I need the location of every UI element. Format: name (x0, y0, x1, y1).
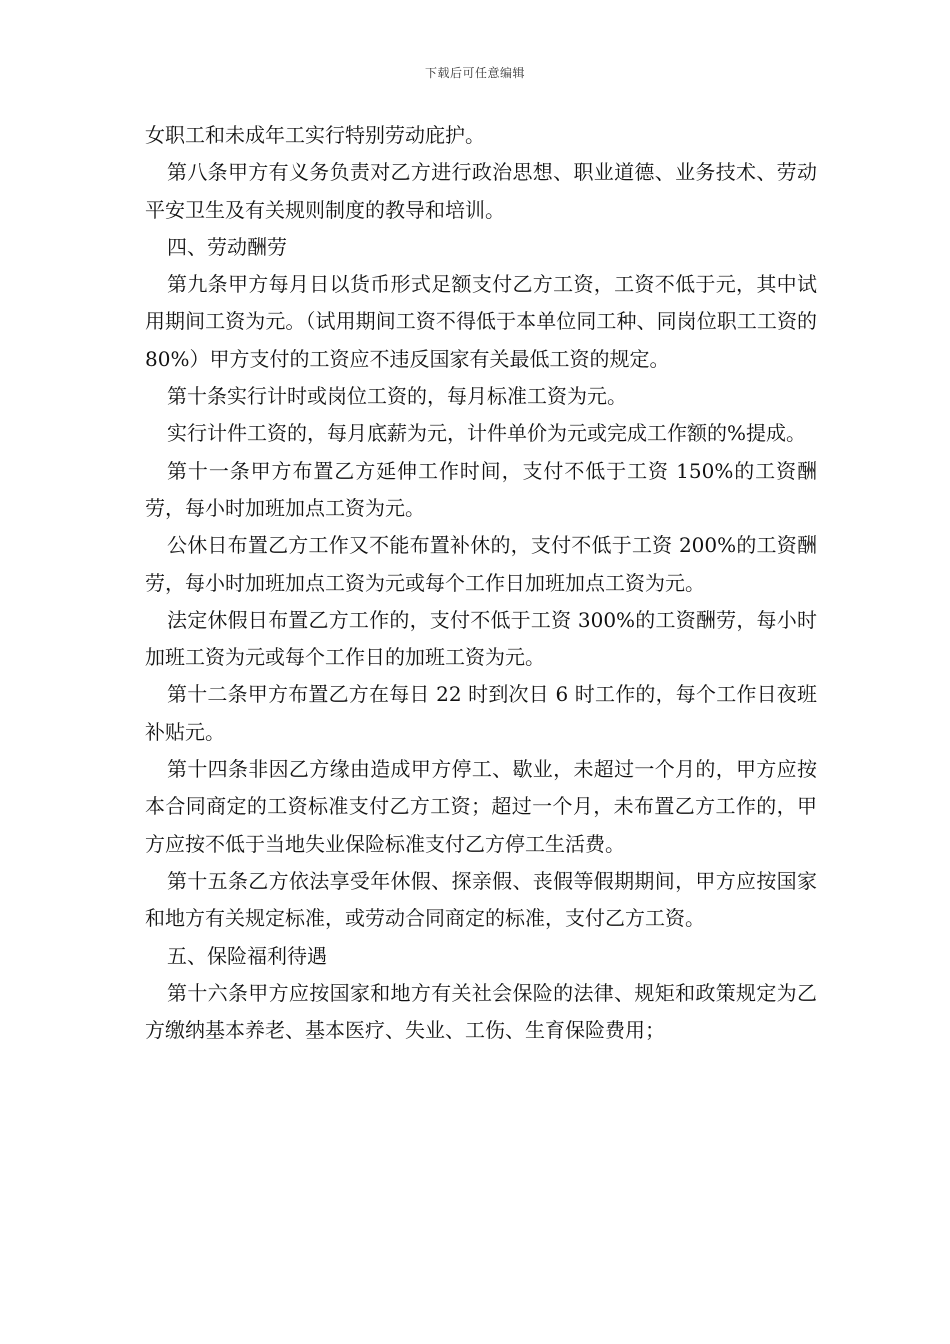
section-heading-labor-remuneration: 四、劳动酬劳 (167, 234, 287, 259)
section-heading-insurance-welfare: 五、保险福利待遇 (167, 943, 327, 968)
paragraph-holiday-overtime: 法定休假日布置乙方工作的，支付不低于工资 300%的工资酬劳，每小时加班工资为元或每个工作日的加班工资为元。 (145, 607, 817, 670)
document-body (145, 117, 817, 1049)
paragraph-article-11: 第十一条甲方布置乙方延伸工作时间，支付不低于工资 150%的工资酬劳，每小时加班加点工资为元。 (145, 458, 817, 520)
paragraph-article-15: 第十五条乙方依法享受年休假、探亲假、丧假等假期期间，甲方应按国家和地方有关规定标准，或劳动合同商定的标准，支付乙方工资。 (145, 868, 817, 931)
page-header: 下载后可任意编辑 (424, 66, 525, 80)
paragraph-article-12: 第十二条甲方布置乙方在每日 22 时到次日 6 时工作的，每个工作日夜班补贴元。 (145, 682, 817, 744)
paragraph-rest-day-overtime: 公休日布置乙方工作又不能布置补休的，支付不低于工资 200%的工资酬劳，每小时加班加点工资为元或每个工作日加班加点工资为元。 (145, 533, 817, 595)
paragraph-article-14: 第十四条非因乙方缘由造成甲方停工、歇业，未超过一个月的，甲方应按本合同商定的工资标准支付乙方工资；超过一个月，未布置乙方工作的，甲方应按不低于当地失业保险标准支付乙方停工生活费。 (145, 757, 817, 856)
paragraph-article-10: 第十条实行计时或岗位工资的，每月标准工资为元。 (167, 384, 627, 409)
paragraph-article-16: 第十六条甲方应按国家和地方有关社会保险的法律、规矩和政策规定为乙方缴纳基本养老、基本医疗、失业、工伤、生育保险费用； (145, 980, 817, 1043)
paragraph-article-9: 第九条甲方每月日以货币形式足额支付乙方工资，工资不低于元，其中试用期间工资为元。（试用期间工资不得低于本单位同工种、同岗位职工工资的80%）甲方支付的工资应不违反国家有关最低工资的规定。 (145, 272, 817, 371)
paragraph-1: 女职工和未成年工实行特别劳动庇护。 (145, 123, 485, 147)
paragraph-article-8: 第八条甲方有义务负责对乙方进行政治思想、职业道德、业务技术、劳动平安卫生及有关规则制度的教导和培训。 (145, 160, 817, 222)
paragraph-piece-rate-wage: 实行计件工资的，每月底薪为元，计件单价为元或完成工作额的%提成。 (167, 421, 807, 446)
